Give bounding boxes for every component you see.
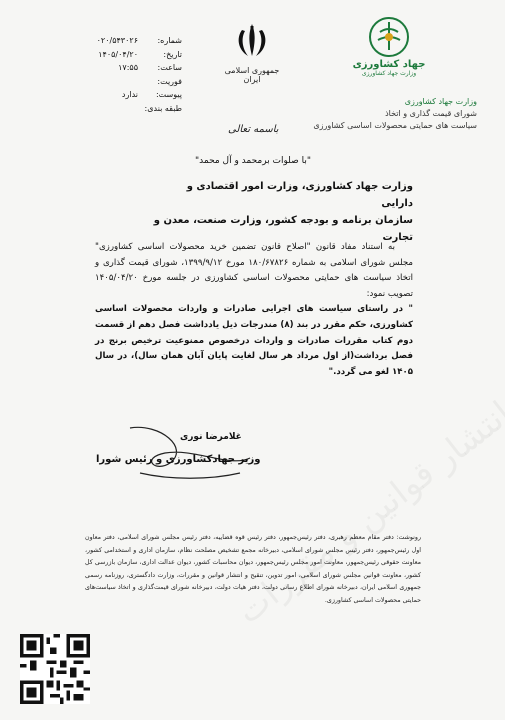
time-label: ساعت: (157, 63, 182, 72)
ministry-logo (339, 16, 439, 77)
number-value: ۰۲۰/۵۴۳۰۲۶ (96, 36, 138, 45)
addressee-line: وزارت جهاد کشاورزی، وزارت امور اقتصادی و دارایی (186, 181, 413, 209)
classification-label: طبقه بندی: (144, 103, 182, 113)
attachment-value: ندارد (121, 90, 138, 99)
ministry-line: شورای قیمت گذاری و اتخاذ (385, 109, 477, 118)
logo-title: جهاد کشاورزی (352, 59, 426, 70)
date-value: ۱۴۰۵/۰۴/۲۰ (98, 49, 138, 59)
signature-scribble (100, 418, 260, 488)
body-resolution: " در راستای سیاست های اجرایی صادرات و واردات محصولات اساسی کشاورزی، حکم مقرر در بند (۸) مندرجات ذیل یادداشت فصل دهم از قسمت دوم کتاب مقررات صادرات و واردات درخصوص ممنوعیت ترخیص برنج در فصل برداشت(از اول مرداد هر سال لغایت پایان آبان همان سال)، در سال ۱۴۰۵ لغو می گردد." (95, 304, 413, 377)
country-name: جمهوری اسلامی ایران (224, 66, 280, 84)
urgency-label: فوریت: (157, 76, 182, 86)
ministry-line: وزارت جهاد کشاورزی (404, 97, 477, 106)
iran-emblem-icon (232, 22, 272, 60)
letter-meta (82, 34, 182, 115)
number-label: شماره: (157, 36, 182, 45)
qr-code-icon (20, 634, 90, 704)
jihad-logo-icon (368, 16, 410, 58)
ministry-line: سیاست های حمایتی محصولات اساسی کشاورزی (313, 121, 477, 130)
iran-emblem (222, 22, 282, 84)
salawat-line: "با صلوات برمحمد و آل محمد" (195, 156, 312, 166)
letter-body (95, 240, 413, 380)
addressee (153, 178, 413, 246)
ministry-lines (313, 96, 477, 132)
addressee-line: سازمان برنامه و بودجه کشور، وزارت صنعت، معدن و تجارت (153, 215, 413, 243)
signatory-title: وزیر جهادکشاورزی و رئیس شورا (96, 454, 261, 465)
time-value: ۱۷:۵۵ (118, 63, 138, 72)
date-label: تاریخ: (163, 49, 182, 59)
cc-list: رونوشت: دفتر مقام معظم رهبری، دفتر رئیس‌جمهور، دفتر رئیس قوه قضاییه، دفتر رئیس مجلس شورای اسلامی، دفتر معاون اول رئیس‌جمهور، دفتر رئیس مجلس شورای اسلامی، دبیرخانه مجمع تشخیص مصلحت نظام، سازمان اداری و استخدامی کشور، معاونت حقوقی رئیس‌جمهور، معاونت امور مجلس رئیس‌جمهور، دیوان محاسبات کشور، دیوان عدالت اداری، سازمان بازرسی کل کشور، معاونت قوانین مجلس شورای اسلامی، امور تدوین، تنقیح و انتشار قوانین و مقررات، وزارت دادگستری، روزنامه رسمی جمهوری اسلامی ایران، دبیرخانه شورای اطلاع رسانی دولت، دفتر هیات دولت، دبیرخانه شورای قیمت‌گذاری و اتخاذ سیاست‌های حمایتی محصولات اساسی کشاورزی. (85, 534, 421, 604)
attachment-label: پیوست: (155, 90, 182, 99)
bismillah: باسمه تعالی (228, 124, 279, 135)
signatory-name: غلامرضا نوری (180, 432, 242, 442)
logo-subtitle: وزارت جهاد کشاورزی (361, 70, 417, 77)
body-intro: به استناد مفاد قانون "اصلاح قانون تضمین خرید محصولات اساسی کشاورزی" مجلس شورای اسلامی به شماره ۱۸۰/۶۷۸۲۶ مورخ ۱۳۹۹/۹/۱۲، شورای قیمت گذاری و اتخاذ سیاست های حمایتی محصولات اساسی کشاورزی در جلسه مورخ ۱۴۰۵/۰۴/۲۰ تصویب نمود: (95, 242, 413, 299)
